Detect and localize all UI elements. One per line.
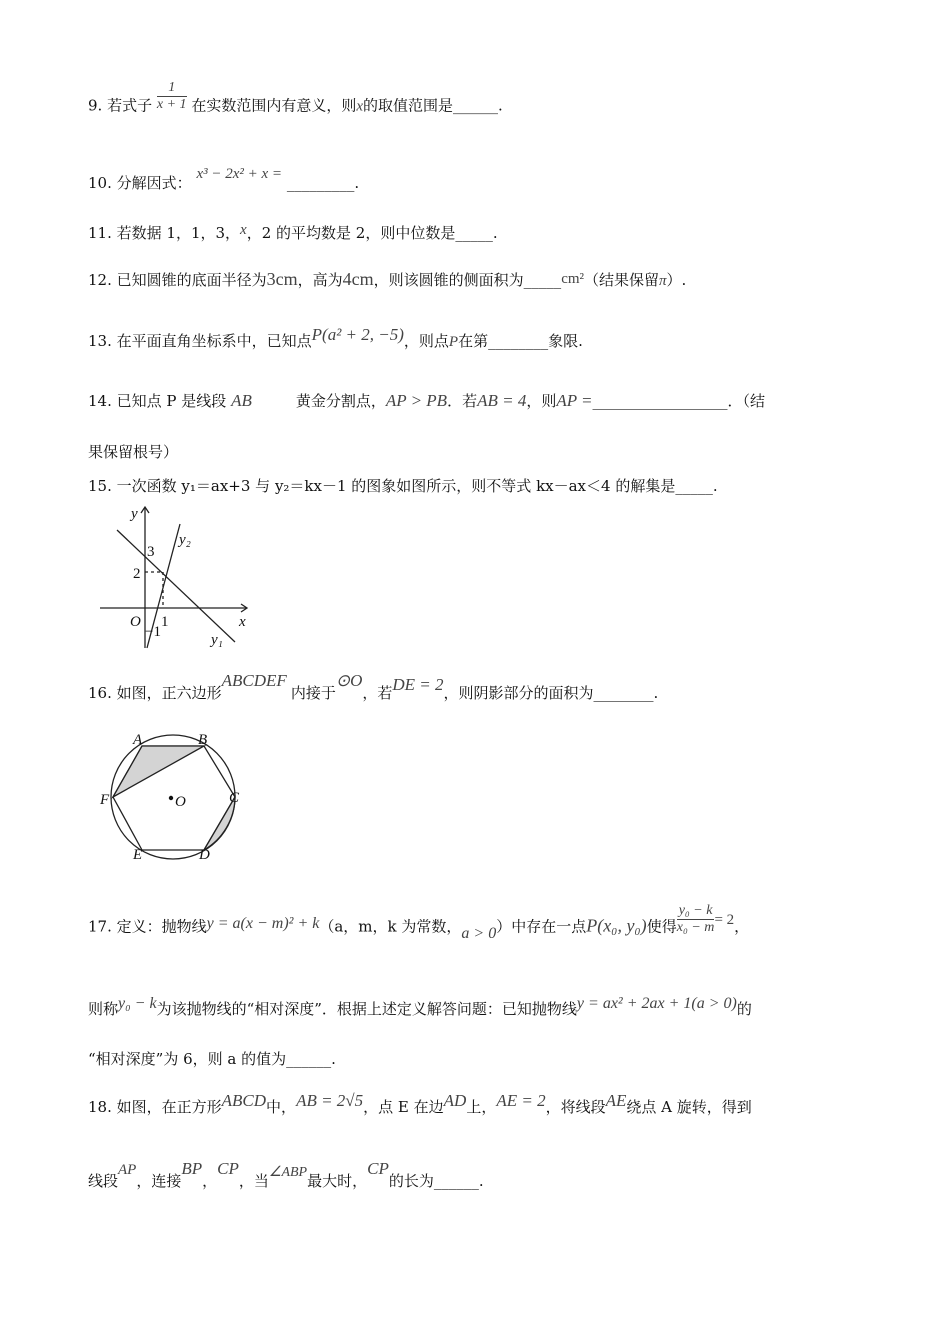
label-y2: y₂ <box>179 532 191 548</box>
label-x: x <box>239 614 246 630</box>
label-2: 2 <box>133 566 141 582</box>
label-minus-1: −1 <box>145 624 161 640</box>
svg-text:B: B <box>198 732 208 748</box>
question-13: 13. 在平面直角坐标系中，已知点P(a² + 2, −5)，则点P在第________象限. <box>88 325 583 350</box>
question-15: 15. 一次函数 y₁＝ax+3 与 y₂＝kx－1 的图象如图所示，则不等式 kx－ax＜4 的解集是_____. <box>88 477 718 495</box>
q14-continuation: 果保留根号） <box>88 443 179 461</box>
label-y1: y₁ <box>211 632 223 648</box>
question-10: 10. 分解因式： x³ − 2x² + x = _________. <box>88 166 360 192</box>
figure-16-hexagon <box>95 730 255 865</box>
q9-fraction: $\frac{1}{x + 1}$ <box>156 80 187 112</box>
question-16: 16. 如图，正六边形ABCDEF内接于⊙O，若DE = 2，则阴影部分的面积为________. <box>88 671 659 702</box>
label-y: y <box>131 506 138 522</box>
q9-number: 9. <box>88 96 103 115</box>
shaded-triangle <box>113 746 204 797</box>
question-14: 14. 已知点 P 是线段 AB 黄金分割点，AP > PB．若AB = 4，则AP =__________________．（结 <box>88 391 766 410</box>
svg-text:D: D <box>199 847 210 863</box>
label-1: 1 <box>161 614 169 630</box>
center-dot <box>169 796 173 800</box>
question-18: 18. 如图，在正方形ABCD中，AB = 2√5，点 E 在边AD上，AE = 2，将线段AE绕点 A 旋转，得到 <box>88 1091 752 1116</box>
q10-expression: x³ − 2x² + x = <box>196 166 283 182</box>
question-11: 11. 若数据 1，1，3，x，2 的平均数是 2，则中位数是_____. <box>88 222 498 242</box>
svg-text:F: F <box>100 792 110 808</box>
figure-15-graph <box>95 502 260 654</box>
label-3: 3 <box>147 544 155 560</box>
question-17-line-3: “相对深度”为 6，则 a 的值为______. <box>88 1050 336 1068</box>
question-18-line-2: 线段AP，连接BP，CP，当∠ABP最大时，CP的长为______. <box>88 1159 484 1190</box>
svg-text:C: C <box>229 790 240 806</box>
svg-text:A: A <box>133 732 143 748</box>
question-17: 17. 定义：抛物线y = a(x − m)² + k（a，m，k 为常数，a > 0）中存在一点P(x₀, y₀)使得 $\frac{\text{y₀ − k}}{\text{x₀ − m}}$ = 2， <box>88 903 750 942</box>
label-origin: O <box>130 614 141 630</box>
svg-text:E: E <box>133 847 143 863</box>
question-12: 12. 已知圆锥的底面半径为3cm，高为4cm，则该圆锥的侧面积为_____cm²（结果保留π）. <box>88 269 687 289</box>
question-9: 9. 若式子 $\frac{1}{x + 1}$ 在实数范围内有意义，则x的取值范围是______. <box>88 80 503 115</box>
svg-text:O: O <box>175 794 186 810</box>
question-17-line-2: 则称y₀ − k为该抛物线的“相对深度”．根据上述定义解答问题：已知抛物线y = ax² + 2ax + 1(a > 0)的 <box>88 995 752 1018</box>
